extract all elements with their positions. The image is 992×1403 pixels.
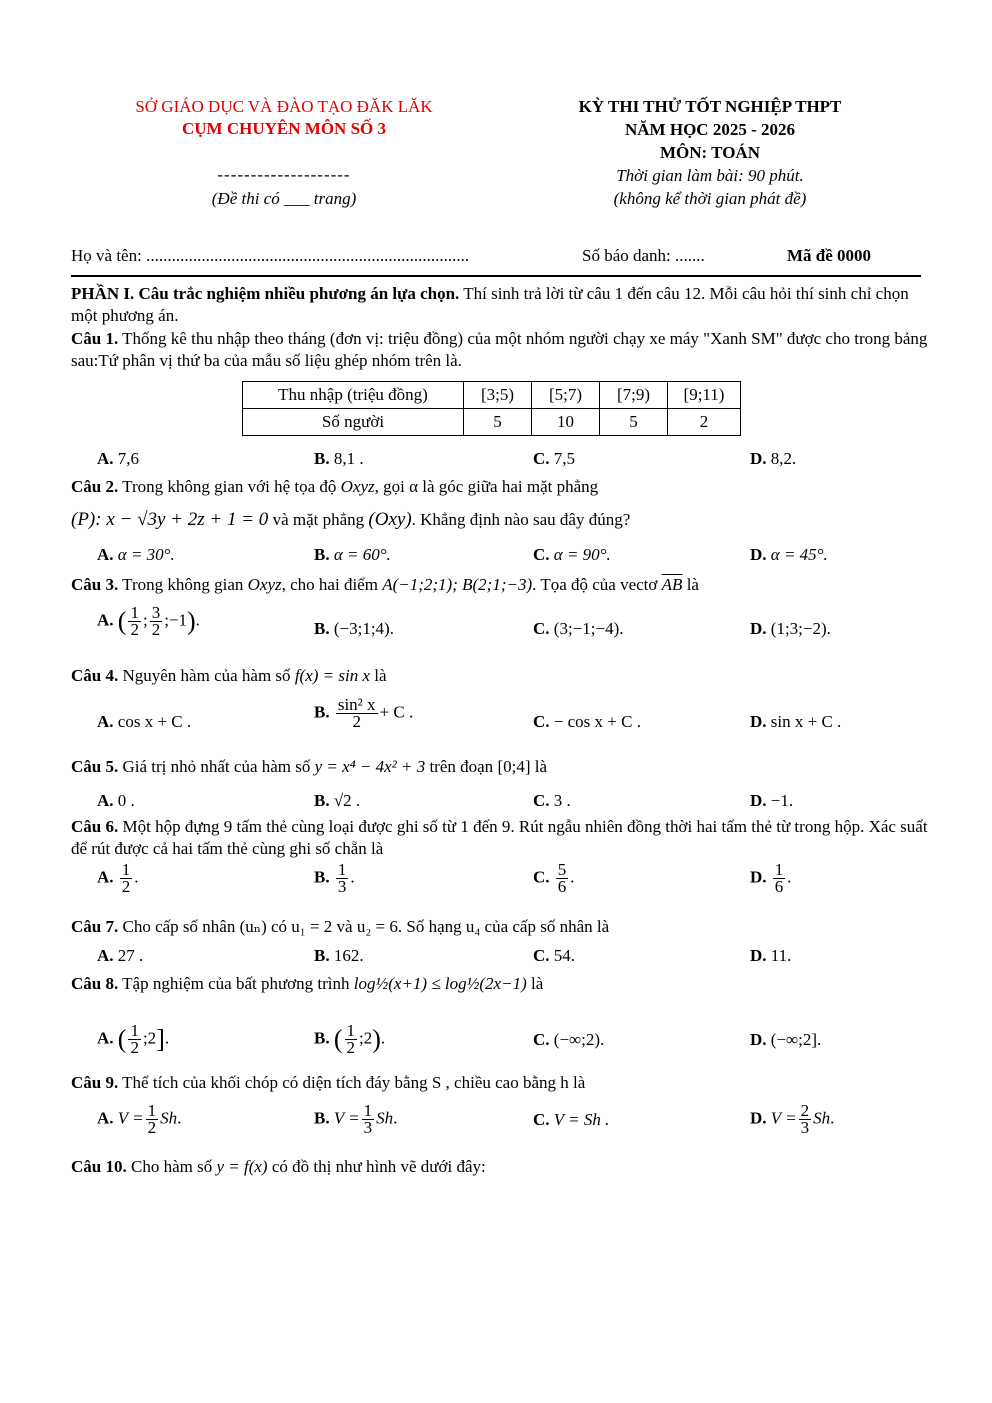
q5-label: Câu 5.	[71, 757, 119, 776]
q3-label: Câu 3.	[71, 575, 119, 594]
q7-option-d[interactable]	[750, 946, 791, 966]
page-count: (Đề thi có ___ trang)	[211, 189, 357, 208]
option-letter: D.	[750, 619, 767, 638]
option-text: (−∞;2).	[553, 1030, 605, 1049]
q9-option-d[interactable]: D. V = $\frac{2}{3}$ Sh.	[750, 1101, 835, 1137]
bracket: ]	[156, 1024, 165, 1054]
question-9	[71, 1072, 931, 1094]
option-text: V = Sh .	[553, 1110, 610, 1129]
school-year: NĂM HỌC 2025 - 2026	[625, 120, 795, 139]
q4-option-a[interactable]	[97, 712, 191, 732]
q8-option-b[interactable]: B. ( $\frac{1}{2}$ ;2).	[314, 1021, 386, 1057]
q1-option-b[interactable]	[314, 449, 364, 469]
q1-option-c[interactable]	[533, 449, 575, 469]
fraction: $\frac{1}{3}$	[337, 860, 347, 896]
q3-option-b[interactable]	[314, 619, 394, 639]
q5-text2: trên đoạn	[425, 757, 498, 776]
option-letter: C.	[533, 545, 550, 564]
option-text: sin x + C .	[770, 712, 842, 731]
option-letter: C.	[533, 449, 550, 468]
question-8	[71, 973, 931, 995]
q3-option-d[interactable]	[750, 619, 831, 639]
option-letter: B.	[314, 1028, 330, 1048]
fraction: $\frac{5}{6}$	[557, 860, 567, 896]
option-letter: A.	[97, 712, 114, 731]
table-header-cell: Thu nhập (triệu đồng)	[243, 382, 464, 409]
option-letter: D.	[750, 791, 767, 810]
table-cell: 5	[464, 409, 532, 436]
question-3	[71, 574, 931, 596]
option-text: α = 30°.	[117, 545, 175, 564]
q7-option-a[interactable]	[97, 946, 143, 966]
q5-interval: [0;4]	[497, 757, 531, 776]
q8-option-c[interactable]	[533, 1030, 604, 1050]
fraction: $\frac{\text{sin² x}}{2}$	[337, 695, 376, 731]
option-text: 8,1 .	[333, 449, 364, 468]
option-letter: D.	[750, 1108, 767, 1128]
q6-text: Một hộp đựng 9 tấm thẻ cùng loại được ghi số từ 1 đến 9. Rút ngẫu nhiên đồng thời hai tấm thẻ từ trong hộp. Xác suất để rút được cả hai tấm thẻ cùng ghi số chẵn là	[71, 817, 928, 858]
q8-option-a[interactable]: A. ( $\frac{1}{2}$ ;2].	[97, 1021, 170, 1057]
option-letter: D.	[750, 449, 767, 468]
option-letter: C.	[533, 619, 550, 638]
q8-label: Câu 8.	[71, 974, 119, 993]
fraction: $\frac{1}{6}$	[774, 860, 784, 896]
q2-option-c[interactable]	[533, 545, 611, 565]
option-letter: B.	[314, 545, 330, 564]
option-letter: C.	[533, 1110, 550, 1129]
q8-text2: là	[526, 974, 544, 993]
option-text: 54.	[553, 946, 576, 965]
q4-label: Câu 4.	[71, 666, 119, 685]
fraction: $\frac{1}{2}$	[346, 1021, 356, 1057]
subject: MÔN: TOÁN	[660, 143, 760, 162]
option-letter: D.	[750, 1030, 767, 1049]
q1-option-d[interactable]	[750, 449, 796, 469]
question-2	[71, 476, 931, 498]
q5-func: y = x⁴ − 4x² + 3	[314, 757, 426, 776]
question-5	[71, 756, 931, 778]
q4-option-b[interactable]	[314, 697, 413, 730]
paren: (	[117, 1024, 127, 1054]
part1-desc: Thí sinh trả lời từ câu 1 đến câu 12. Mỗi câu hỏi thí sinh chỉ chọn một phương án.	[71, 284, 909, 325]
option-letter: C.	[533, 867, 550, 887]
paren: )	[187, 606, 196, 636]
option-text: 8,2.	[770, 449, 797, 468]
option-letter: A.	[97, 946, 114, 965]
q1-label: Câu 1.	[71, 329, 119, 348]
q3-text1: Trong không gian	[118, 575, 248, 594]
q2-option-b[interactable]	[314, 545, 391, 565]
q4-option-d[interactable]	[750, 712, 841, 732]
q7-text: Cho cấp số nhân (uₙ) có u₁ = 2 và u₂ = 6. Số hạng u₄ của cấp số nhân là	[118, 917, 610, 936]
fraction: $\frac{1}{3}$	[363, 1101, 373, 1137]
divider-line	[71, 275, 921, 277]
option-text: 11.	[770, 946, 792, 965]
exam-title: KỲ THI THỬ TỐT NGHIỆP THPT	[578, 97, 842, 116]
q10-text1: Cho hàm số	[126, 1157, 217, 1176]
q9-label: Câu 9.	[71, 1073, 119, 1092]
option-letter: D.	[750, 867, 767, 887]
q2-plane-oxy: (Oxy)	[368, 509, 412, 530]
option-text: + C .	[379, 702, 414, 722]
q3-text3: . Tọa độ của vectơ	[532, 575, 662, 594]
question-10	[71, 1156, 931, 1178]
option-text: 27 .	[117, 946, 144, 965]
question-7	[71, 916, 931, 938]
table-row-label: Số người	[243, 409, 464, 436]
option-letter: D.	[750, 946, 767, 965]
option-letter: B.	[314, 791, 330, 810]
q6-option-b[interactable]: B. $\frac{1}{3}$ .	[314, 860, 355, 896]
fraction: $\frac{1}{2}$	[130, 1021, 139, 1057]
income-table	[242, 381, 741, 436]
q2-line2b: và mặt phẳng	[268, 510, 369, 529]
option-letter: C.	[533, 791, 550, 810]
dashes: --------------------	[217, 165, 351, 184]
option-text: (−3;1;4).	[333, 619, 394, 638]
option-text: α = 45°.	[770, 545, 828, 564]
student-id: Số báo danh: .......	[582, 246, 705, 265]
q7-label: Câu 7.	[71, 917, 119, 936]
option-letter: A.	[97, 867, 114, 887]
time-note: (không kể thời gian phát đề)	[613, 189, 807, 208]
option-text: α = 60°.	[333, 545, 391, 564]
q7-option-c[interactable]	[533, 946, 575, 966]
q1-option-a[interactable]	[97, 449, 139, 469]
q2-option-a[interactable]	[97, 545, 175, 565]
q2-option-d[interactable]	[750, 545, 828, 565]
table-header-cell: [5;7)	[532, 382, 600, 409]
q10-label: Câu 10.	[71, 1157, 127, 1176]
option-letter: A.	[97, 1108, 114, 1128]
option-letter: D.	[750, 545, 767, 564]
q6-option-a[interactable]: A. $\frac{1}{2}$ .	[97, 860, 139, 896]
part1-title: PHẦN I. Câu trắc nghiệm nhiều phương án lựa chọn.	[71, 284, 460, 303]
q6-option-c[interactable]: C. $\frac{5}{6}$ .	[533, 860, 575, 896]
option-text: (−∞;2].	[770, 1030, 822, 1049]
school-dept: SỞ GIÁO DỤC VÀ ĐÀO TẠO ĐĂK LĂK	[135, 97, 433, 116]
q2-label: Câu 2.	[71, 477, 119, 496]
q4-option-c[interactable]	[533, 712, 641, 732]
question-2-line2	[71, 509, 931, 531]
option-letter: C.	[533, 712, 550, 731]
student-name: Họ và tên: ............................................................................	[71, 246, 470, 265]
option-letter: A.	[97, 449, 114, 468]
question-4	[71, 665, 931, 687]
q9-text: Thể tích của khối chóp có diện tích đáy bằng S , chiều cao bằng h là	[118, 1073, 586, 1092]
q10-text2: có đồ thị như hình vẽ dưới đây:	[267, 1157, 486, 1176]
option-letter: A.	[97, 1028, 114, 1048]
option-text: 162.	[333, 946, 364, 965]
table-cell: 2	[668, 409, 741, 436]
option-letter: A.	[97, 545, 114, 564]
option-text: (1;3;−2).	[770, 619, 831, 638]
school-cluster: CỤM CHUYÊN MÔN SỐ 3	[182, 119, 386, 138]
option-text: −1.	[770, 791, 794, 810]
option-letter: B.	[314, 619, 330, 638]
question-1	[71, 328, 931, 372]
paren: (	[333, 1024, 343, 1054]
q2-plane-p: (P): x − √3y + 2z + 1 = 0	[71, 509, 269, 530]
q2-oxyz: Oxyz	[340, 477, 375, 496]
option-text: 7,6	[117, 449, 140, 468]
q3-points: A(−1;2;1); B(2;1;−3)	[382, 575, 533, 594]
q3-option-a[interactable]: A. ( $\frac{1}{2}$ ; $\frac{3}{2}$ ;−1).	[97, 603, 200, 639]
option-letter: B.	[314, 1108, 330, 1128]
table-header-cell: [3;5)	[464, 382, 532, 409]
option-letter: B.	[314, 946, 330, 965]
q10-func: y = f(x)	[216, 1157, 268, 1176]
q2-line2d: . Khẳng định nào sau đây đúng?	[411, 510, 631, 529]
option-letter: A.	[97, 610, 114, 630]
fraction: $\frac{3}{2}$	[151, 603, 161, 639]
q7-option-b[interactable]	[314, 946, 364, 966]
option-letter: C.	[533, 946, 550, 965]
q1-text: Thống kê thu nhập theo tháng (đơn vị: triệu đồng) của một nhóm người chạy xe máy "Xanh SM" được cho trong bảng sau:Tứ phân vị thứ ba của mẫu số liệu ghép nhóm trên là.	[71, 329, 928, 370]
q9-option-a[interactable]: A. V = $\frac{1}{2}$ Sh.	[97, 1101, 182, 1137]
paren: (	[117, 606, 127, 636]
q6-label: Câu 6.	[71, 817, 119, 836]
q5-option-d[interactable]	[750, 791, 793, 811]
option-letter: C.	[533, 1030, 550, 1049]
table-header-cell: [7;9)	[600, 382, 668, 409]
q3-vector: $\overline{AB}$	[661, 575, 683, 594]
q9-option-c[interactable]	[533, 1110, 609, 1130]
q8-text1: Tập nghiệm của bất phương trình	[118, 974, 354, 993]
option-text: 3 .	[553, 791, 571, 810]
table-cell: 10	[532, 409, 600, 436]
part1-heading	[71, 283, 931, 327]
q5-option-c[interactable]	[533, 791, 571, 811]
q5-text1: Giá trị nhỏ nhất của hàm số	[118, 757, 315, 776]
option-text: 0 .	[117, 791, 135, 810]
option-text: (3;−1;−4).	[553, 619, 624, 638]
q3-text4: là	[682, 575, 699, 594]
time-limit: Thời gian làm bài: 90 phút.	[616, 166, 804, 185]
q4-func: f(x) = sin x	[294, 666, 371, 685]
option-letter: B.	[314, 449, 330, 468]
fraction: $\frac{2}{3}$	[800, 1101, 810, 1137]
exam-code: Mã đề 0000	[787, 246, 872, 265]
option-letter: D.	[750, 712, 767, 731]
option-letter: B.	[314, 702, 330, 722]
q4-text2: là	[370, 666, 387, 685]
fraction: $\frac{1}{2}$	[130, 603, 139, 639]
option-text: − cos x + C .	[553, 712, 641, 731]
q8-inequality: log½(x+1) ≤ log½(2x−1)	[353, 974, 527, 993]
option-text: α = 90°.	[553, 545, 611, 564]
option-letter: B.	[314, 867, 330, 887]
question-6	[71, 816, 931, 860]
q5-text3: là	[530, 757, 548, 776]
q2-text2: , gọi α là góc giữa hai mặt phẳng	[374, 477, 599, 496]
option-text: 7,5	[553, 449, 576, 468]
q6-option-d[interactable]: D. $\frac{1}{6}$ .	[750, 860, 792, 896]
q8-option-d[interactable]	[750, 1030, 821, 1050]
fraction: $\frac{1}{2}$	[121, 860, 131, 896]
option-letter: A.	[97, 791, 114, 810]
q3-oxyz: Oxyz	[247, 575, 282, 594]
q2-text1: Trong không gian với hệ tọa độ	[118, 477, 341, 496]
q4-text1: Nguyên hàm của hàm số	[118, 666, 295, 685]
option-text: √2 .	[333, 791, 361, 810]
paren: )	[372, 1024, 381, 1054]
option-text: cos x + C .	[117, 712, 192, 731]
q5-option-a[interactable]	[97, 791, 135, 811]
q3-text2: , cho hai điểm	[281, 575, 383, 594]
table-header-cell: [9;11)	[668, 382, 741, 409]
table-cell: 5	[600, 409, 668, 436]
q9-option-b[interactable]: B. V = $\frac{1}{3}$ Sh.	[314, 1101, 398, 1137]
q5-option-b[interactable]	[314, 791, 360, 811]
fraction: $\frac{1}{2}$	[147, 1101, 157, 1137]
q3-option-c[interactable]	[533, 619, 623, 639]
